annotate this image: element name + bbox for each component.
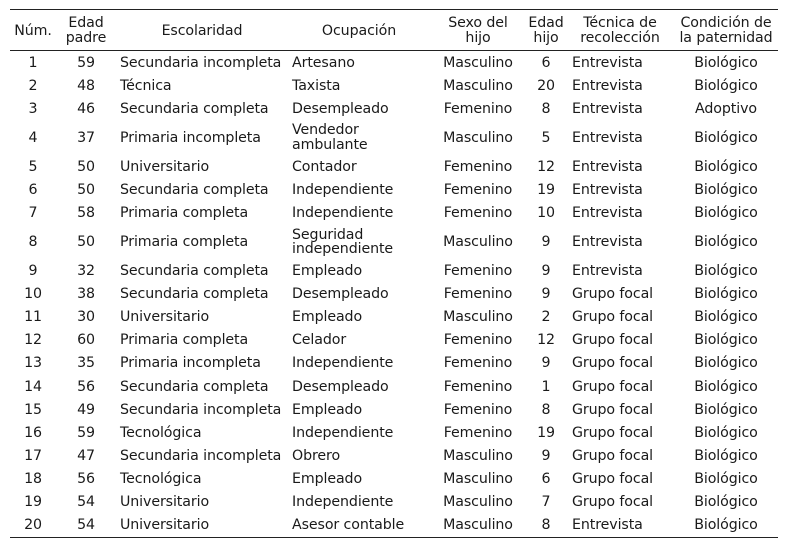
header-line: Técnica de bbox=[583, 15, 657, 31]
header-escolaridad bbox=[116, 10, 288, 51]
cell-edad-padre: 54 bbox=[77, 494, 95, 511]
header-line: Escolaridad bbox=[161, 22, 243, 39]
cell-edad-hijo: 12 bbox=[537, 332, 555, 349]
cell-edad-hijo: 8 bbox=[541, 517, 551, 534]
table-body bbox=[10, 51, 778, 538]
cell-sexo-hijo: Masculino bbox=[443, 54, 513, 71]
table-row bbox=[10, 225, 778, 260]
cell-condicion: Biológico bbox=[694, 286, 758, 303]
cell-num: 9 bbox=[28, 263, 38, 280]
cell-num: 8 bbox=[28, 234, 38, 251]
table-row bbox=[10, 491, 778, 514]
header-num bbox=[10, 10, 56, 51]
cell-edad-padre: 59 bbox=[77, 54, 95, 71]
table-row bbox=[10, 398, 778, 421]
table-row bbox=[10, 467, 778, 490]
cell-tecnica: Entrevista bbox=[572, 517, 643, 534]
cell-escolaridad: Secundaria completa bbox=[120, 181, 269, 198]
cell-edad-padre: 47 bbox=[77, 447, 95, 464]
cell-edad-padre: 32 bbox=[77, 263, 95, 280]
cell-sexo-hijo: Femenino bbox=[443, 286, 513, 303]
cell-sexo-hijo: Masculino bbox=[443, 494, 513, 511]
cell-tecnica: Grupo focal bbox=[572, 424, 654, 441]
cell-condicion: Biológico bbox=[694, 494, 758, 511]
cell-num: 15 bbox=[24, 401, 42, 418]
cell-tecnica: Entrevista bbox=[572, 181, 643, 198]
table-row bbox=[10, 283, 778, 306]
table-row bbox=[10, 201, 778, 224]
cell-edad-hijo: 19 bbox=[537, 181, 555, 198]
cell-num: 14 bbox=[24, 378, 42, 395]
cell-tecnica: Entrevista bbox=[572, 158, 643, 175]
header-line: padre bbox=[65, 30, 107, 46]
cell-edad-padre: 35 bbox=[77, 355, 95, 372]
cell-edad-hijo: 9 bbox=[541, 234, 551, 251]
cell-edad-padre: 37 bbox=[77, 129, 95, 146]
cell-ocupacion: Independiente bbox=[292, 494, 394, 511]
cell-num: 5 bbox=[28, 158, 38, 175]
cell-num: 12 bbox=[24, 332, 42, 349]
cell-sexo-hijo: Femenino bbox=[443, 378, 513, 395]
cell-tecnica: Grupo focal bbox=[572, 378, 654, 395]
cell-edad-hijo: 20 bbox=[537, 77, 555, 94]
header-line: Edad bbox=[68, 15, 104, 31]
cell-sexo-hijo: Femenino bbox=[443, 263, 513, 280]
cell-edad-padre: 56 bbox=[77, 470, 95, 487]
cell-escolaridad: Secundaria completa bbox=[120, 286, 269, 303]
table-row bbox=[10, 421, 778, 444]
cell-condicion: Biológico bbox=[694, 129, 758, 146]
cell-edad-hijo: 7 bbox=[541, 494, 551, 511]
cell-ocupacion: Independiente bbox=[292, 205, 394, 222]
cell-edad-padre: 48 bbox=[77, 77, 95, 94]
cell-sexo-hijo: Femenino bbox=[443, 100, 513, 117]
cell-escolaridad: Primaria completa bbox=[120, 205, 249, 222]
table-row bbox=[10, 444, 778, 467]
cell-edad-padre: 58 bbox=[77, 205, 95, 222]
cell-edad-padre: 50 bbox=[77, 234, 95, 251]
cell-escolaridad: Secundaria incompleta bbox=[120, 447, 282, 464]
cell-sexo-hijo: Masculino bbox=[443, 129, 513, 146]
cell-edad-padre: 54 bbox=[77, 517, 95, 534]
cell-num: 20 bbox=[24, 517, 42, 534]
cell-condicion: Biológico bbox=[694, 263, 758, 280]
header-line: Núm. bbox=[14, 22, 52, 39]
cell-condicion: Biológico bbox=[694, 309, 758, 326]
header-tecnica bbox=[566, 10, 674, 51]
cell-condicion: Biológico bbox=[694, 517, 758, 534]
table-row bbox=[10, 352, 778, 375]
cell-edad-padre: 38 bbox=[77, 286, 95, 303]
header-line: Edad bbox=[528, 15, 564, 31]
table-header bbox=[10, 10, 778, 51]
cell-edad-hijo: 9 bbox=[541, 355, 551, 372]
header-condicion bbox=[674, 10, 778, 51]
cell-escolaridad: Primaria completa bbox=[120, 332, 249, 349]
cell-sexo-hijo: Masculino bbox=[443, 234, 513, 251]
cell-num: 2 bbox=[28, 77, 38, 94]
cell-tecnica: Grupo focal bbox=[572, 332, 654, 349]
cell-tecnica: Entrevista bbox=[572, 263, 643, 280]
cell-edad-padre: 30 bbox=[77, 309, 95, 326]
header-edad-hijo bbox=[526, 10, 566, 51]
header-line: hijo bbox=[465, 30, 491, 46]
cell-condicion: Biológico bbox=[694, 332, 758, 349]
cell-sexo-hijo: Femenino bbox=[443, 355, 513, 372]
cell-escolaridad: Secundaria completa bbox=[120, 263, 269, 280]
table-row bbox=[10, 51, 778, 75]
cell-sexo-hijo: Masculino bbox=[443, 77, 513, 94]
cell-sexo-hijo: Masculino bbox=[443, 517, 513, 534]
cell-condicion: Biológico bbox=[694, 401, 758, 418]
cell-ocupacion: Vendedor ambulante bbox=[292, 122, 368, 153]
cell-num: 4 bbox=[28, 129, 38, 146]
cell-num: 10 bbox=[24, 286, 42, 303]
cell-tecnica: Grupo focal bbox=[572, 494, 654, 511]
table-row bbox=[10, 329, 778, 352]
table-row bbox=[10, 120, 778, 155]
cell-escolaridad: Secundaria completa bbox=[120, 378, 269, 395]
participants-table-container bbox=[10, 9, 778, 538]
header-sexo-hijo bbox=[430, 10, 526, 51]
cell-tecnica: Grupo focal bbox=[572, 355, 654, 372]
table-row bbox=[10, 97, 778, 120]
cell-tecnica: Grupo focal bbox=[572, 447, 654, 464]
cell-condicion: Biológico bbox=[694, 234, 758, 251]
cell-condicion: Adoptivo bbox=[695, 100, 757, 117]
cell-edad-hijo: 6 bbox=[541, 54, 551, 71]
cell-tecnica: Grupo focal bbox=[572, 401, 654, 418]
cell-ocupacion: Desempleado bbox=[292, 100, 389, 117]
cell-num: 18 bbox=[24, 470, 42, 487]
cell-ocupacion: Desempleado bbox=[292, 378, 389, 395]
header-row bbox=[10, 10, 778, 51]
header-line: la paternidad bbox=[679, 30, 773, 46]
cell-sexo-hijo: Masculino bbox=[443, 447, 513, 464]
table-row bbox=[10, 260, 778, 283]
cell-escolaridad: Tecnológica bbox=[120, 424, 202, 441]
cell-escolaridad: Primaria incompleta bbox=[120, 129, 261, 146]
cell-num: 1 bbox=[28, 54, 38, 71]
cell-escolaridad: Primaria incompleta bbox=[120, 355, 261, 372]
cell-escolaridad: Universitario bbox=[120, 494, 210, 511]
cell-ocupacion: Independiente bbox=[292, 181, 394, 198]
cell-ocupacion: Empleado bbox=[292, 309, 363, 326]
cell-sexo-hijo: Femenino bbox=[443, 205, 513, 222]
cell-num: 6 bbox=[28, 181, 38, 198]
cell-condicion: Biológico bbox=[694, 205, 758, 222]
cell-sexo-hijo: Femenino bbox=[443, 424, 513, 441]
header-ocupacion bbox=[288, 10, 430, 51]
header-line: Condición de bbox=[680, 15, 772, 31]
table-row bbox=[10, 178, 778, 201]
header-line: Sexo del bbox=[448, 15, 508, 31]
cell-tecnica: Entrevista bbox=[572, 205, 643, 222]
cell-escolaridad: Universitario bbox=[120, 517, 210, 534]
cell-edad-padre: 46 bbox=[77, 100, 95, 117]
cell-escolaridad: Técnica bbox=[120, 77, 172, 94]
cell-edad-padre: 56 bbox=[77, 378, 95, 395]
cell-num: 7 bbox=[28, 205, 38, 222]
cell-escolaridad: Primaria completa bbox=[120, 234, 249, 251]
cell-num: 16 bbox=[24, 424, 42, 441]
cell-ocupacion: Contador bbox=[292, 158, 357, 175]
cell-condicion: Biológico bbox=[694, 181, 758, 198]
participants-table bbox=[10, 9, 778, 538]
cell-escolaridad: Secundaria incompleta bbox=[120, 54, 282, 71]
cell-sexo-hijo: Femenino bbox=[443, 158, 513, 175]
cell-tecnica: Entrevista bbox=[572, 100, 643, 117]
cell-ocupacion: Independiente bbox=[292, 355, 394, 372]
cell-num: 13 bbox=[24, 355, 42, 372]
table-row bbox=[10, 74, 778, 97]
cell-condicion: Biológico bbox=[694, 447, 758, 464]
cell-ocupacion: Desempleado bbox=[292, 286, 389, 303]
table-row bbox=[10, 155, 778, 178]
cell-edad-hijo: 12 bbox=[537, 158, 555, 175]
cell-escolaridad: Secundaria incompleta bbox=[120, 401, 282, 418]
cell-num: 11 bbox=[24, 309, 42, 326]
table-row bbox=[10, 375, 778, 398]
cell-tecnica: Grupo focal bbox=[572, 470, 654, 487]
cell-sexo-hijo: Masculino bbox=[443, 470, 513, 487]
cell-tecnica: Entrevista bbox=[572, 54, 643, 71]
cell-tecnica: Entrevista bbox=[572, 234, 643, 251]
cell-edad-padre: 49 bbox=[77, 401, 95, 418]
cell-edad-padre: 50 bbox=[77, 181, 95, 198]
cell-edad-hijo: 8 bbox=[541, 401, 551, 418]
cell-ocupacion: Celador bbox=[292, 332, 347, 349]
cell-sexo-hijo: Femenino bbox=[443, 401, 513, 418]
cell-edad-padre: 59 bbox=[77, 424, 95, 441]
cell-ocupacion: Empleado bbox=[292, 263, 363, 280]
cell-tecnica: Entrevista bbox=[572, 77, 643, 94]
cell-ocupacion: Seguridad independiente bbox=[292, 226, 394, 258]
cell-escolaridad: Universitario bbox=[120, 158, 210, 175]
cell-edad-hijo: 9 bbox=[541, 447, 551, 464]
cell-edad-hijo: 9 bbox=[541, 263, 551, 280]
header-line: recolección bbox=[580, 30, 660, 46]
cell-escolaridad: Secundaria completa bbox=[120, 100, 269, 117]
cell-sexo-hijo: Masculino bbox=[443, 309, 513, 326]
cell-edad-hijo: 9 bbox=[541, 286, 551, 303]
cell-edad-hijo: 19 bbox=[537, 424, 555, 441]
header-line: hijo bbox=[533, 30, 559, 46]
cell-num: 19 bbox=[24, 494, 42, 511]
cell-ocupacion: Asesor contable bbox=[292, 517, 405, 534]
cell-ocupacion: Empleado bbox=[292, 401, 363, 418]
table-row bbox=[10, 306, 778, 329]
cell-sexo-hijo: Femenino bbox=[443, 181, 513, 198]
cell-ocupacion: Independiente bbox=[292, 424, 394, 441]
cell-tecnica: Entrevista bbox=[572, 129, 643, 146]
cell-condicion: Biológico bbox=[694, 355, 758, 372]
cell-escolaridad: Universitario bbox=[120, 309, 210, 326]
cell-escolaridad: Tecnológica bbox=[120, 470, 202, 487]
cell-edad-hijo: 6 bbox=[541, 470, 551, 487]
cell-condicion: Biológico bbox=[694, 158, 758, 175]
cell-num: 3 bbox=[28, 100, 38, 117]
cell-edad-hijo: 8 bbox=[541, 100, 551, 117]
cell-edad-hijo: 5 bbox=[541, 129, 551, 146]
cell-tecnica: Grupo focal bbox=[572, 309, 654, 326]
cell-edad-padre: 50 bbox=[77, 158, 95, 175]
cell-condicion: Biológico bbox=[694, 470, 758, 487]
table-row bbox=[10, 514, 778, 538]
cell-ocupacion: Empleado bbox=[292, 470, 363, 487]
cell-ocupacion: Obrero bbox=[292, 447, 341, 464]
header-edad-padre bbox=[56, 10, 116, 51]
cell-edad-hijo: 1 bbox=[541, 378, 551, 395]
cell-sexo-hijo: Femenino bbox=[443, 332, 513, 349]
cell-condicion: Biológico bbox=[694, 77, 758, 94]
cell-condicion: Biológico bbox=[694, 54, 758, 71]
cell-condicion: Biológico bbox=[694, 424, 758, 441]
cell-condicion: Biológico bbox=[694, 378, 758, 395]
header-line: Ocupación bbox=[321, 22, 397, 39]
cell-edad-hijo: 10 bbox=[537, 205, 555, 222]
cell-edad-hijo: 2 bbox=[541, 309, 551, 326]
cell-edad-padre: 60 bbox=[77, 332, 95, 349]
cell-num: 17 bbox=[24, 447, 42, 464]
cell-ocupacion: Artesano bbox=[292, 54, 355, 71]
cell-ocupacion: Taxista bbox=[292, 77, 341, 94]
cell-tecnica: Grupo focal bbox=[572, 286, 654, 303]
